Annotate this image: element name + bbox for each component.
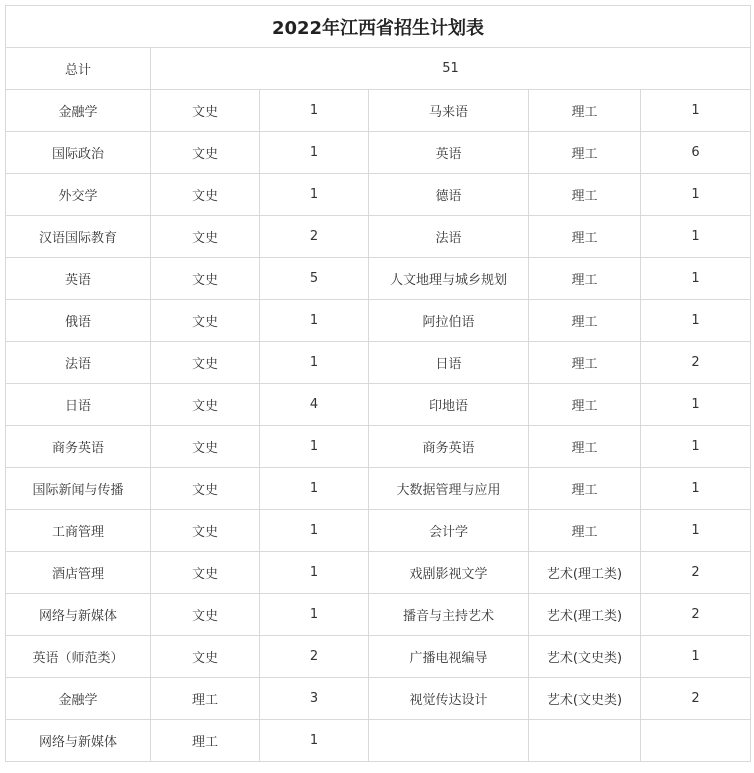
major-name-left: 国际新闻与传播 [6,468,151,510]
plan-count-left: 1 [260,426,369,468]
plan-count-left: 1 [260,552,369,594]
major-name-right: 视觉传达设计 [369,678,529,720]
subject-type-right: 理工 [529,132,641,174]
table-row [6,678,751,720]
subject-type-right: 艺术(文史类) [529,636,641,678]
subject-type-left: 文史 [151,594,260,636]
major-name-left: 日语 [6,384,151,426]
subject-type-right: 理工 [529,216,641,258]
major-name-left: 英语 [6,258,151,300]
subject-type-right [529,720,641,762]
subject-type-left: 文史 [151,426,260,468]
table-row [6,468,751,510]
plan-count-right: 1 [641,300,751,342]
subject-type-right: 理工 [529,90,641,132]
subject-type-left: 文史 [151,552,260,594]
plan-count-left: 3 [260,678,369,720]
major-name-left: 网络与新媒体 [6,594,151,636]
plan-count-left: 4 [260,384,369,426]
plan-count-right [641,720,751,762]
plan-count-left: 2 [260,216,369,258]
major-name-left: 酒店管理 [6,552,151,594]
major-name-right: 广播电视编导 [369,636,529,678]
major-name-right: 大数据管理与应用 [369,468,529,510]
plan-count-left: 1 [260,132,369,174]
table-row [6,426,751,468]
major-name-left: 俄语 [6,300,151,342]
subject-type-left: 文史 [151,90,260,132]
plan-count-left: 1 [260,594,369,636]
plan-count-right: 1 [641,258,751,300]
plan-count-right: 2 [641,678,751,720]
plan-count-left: 2 [260,636,369,678]
subject-type-left: 文史 [151,300,260,342]
major-name-left: 国际政治 [6,132,151,174]
plan-count-right: 1 [641,216,751,258]
subject-type-right: 理工 [529,300,641,342]
plan-count-right: 6 [641,132,751,174]
subject-type-right: 理工 [529,468,641,510]
subject-type-right: 艺术(文史类) [529,678,641,720]
plan-count-left: 1 [260,90,369,132]
plan-count-left: 1 [260,468,369,510]
major-name-right: 英语 [369,132,529,174]
subject-type-left: 文史 [151,384,260,426]
major-name-right: 印地语 [369,384,529,426]
plan-count-left: 1 [260,174,369,216]
major-name-right: 戏剧影视文学 [369,552,529,594]
table-title: 2022年江西省招生计划表 [6,6,751,48]
subject-type-right: 理工 [529,426,641,468]
title-row [6,6,751,48]
subject-type-left: 文史 [151,510,260,552]
subject-type-right: 理工 [529,258,641,300]
table-row [6,300,751,342]
table-row [6,636,751,678]
major-name-right: 马来语 [369,90,529,132]
subject-type-left: 文史 [151,342,260,384]
subject-type-left: 文史 [151,132,260,174]
table-row [6,720,751,762]
major-name-right: 商务英语 [369,426,529,468]
major-name-left: 网络与新媒体 [6,720,151,762]
subject-type-left: 理工 [151,720,260,762]
plan-count-right: 1 [641,510,751,552]
major-name-right: 法语 [369,216,529,258]
major-name-left: 商务英语 [6,426,151,468]
plan-count-right: 1 [641,174,751,216]
major-name-left: 汉语国际教育 [6,216,151,258]
total-value: 51 [151,48,751,90]
plan-count-left: 1 [260,342,369,384]
major-name-right: 阿拉伯语 [369,300,529,342]
plan-count-left: 1 [260,510,369,552]
major-name-right: 会计学 [369,510,529,552]
major-name-left: 金融学 [6,678,151,720]
major-name-left: 法语 [6,342,151,384]
major-name-right: 日语 [369,342,529,384]
major-name-left: 金融学 [6,90,151,132]
subject-type-right: 艺术(理工类) [529,552,641,594]
table-row [6,258,751,300]
table-row [6,552,751,594]
total-label: 总计 [6,48,151,90]
subject-type-right: 理工 [529,384,641,426]
plan-count-right: 1 [641,636,751,678]
major-name-left: 工商管理 [6,510,151,552]
plan-count-left: 5 [260,258,369,300]
plan-count-right: 1 [641,90,751,132]
plan-count-left: 1 [260,300,369,342]
major-name-right [369,720,529,762]
subject-type-left: 文史 [151,258,260,300]
subject-type-right: 理工 [529,510,641,552]
subject-type-left: 文史 [151,636,260,678]
subject-type-left: 文史 [151,216,260,258]
subject-type-left: 理工 [151,678,260,720]
major-name-right: 德语 [369,174,529,216]
table-row [6,342,751,384]
subject-type-right: 理工 [529,342,641,384]
subject-type-left: 文史 [151,468,260,510]
plan-count-right: 1 [641,468,751,510]
major-name-right: 播音与主持艺术 [369,594,529,636]
total-row [6,48,751,90]
table-row [6,90,751,132]
major-name-left: 英语（师范类） [6,636,151,678]
subject-type-left: 文史 [151,174,260,216]
table-row [6,216,751,258]
subject-type-right: 艺术(理工类) [529,594,641,636]
plan-count-right: 2 [641,594,751,636]
plan-count-right: 2 [641,342,751,384]
plan-count-right: 1 [641,426,751,468]
subject-type-right: 理工 [529,174,641,216]
plan-count-right: 2 [641,552,751,594]
table-row [6,510,751,552]
table-row [6,132,751,174]
table-row [6,384,751,426]
table-row [6,174,751,216]
plan-count-right: 1 [641,384,751,426]
major-name-left: 外交学 [6,174,151,216]
enrollment-plan-table [5,5,751,762]
plan-count-left: 1 [260,720,369,762]
major-name-right: 人文地理与城乡规划 [369,258,529,300]
table-row [6,594,751,636]
